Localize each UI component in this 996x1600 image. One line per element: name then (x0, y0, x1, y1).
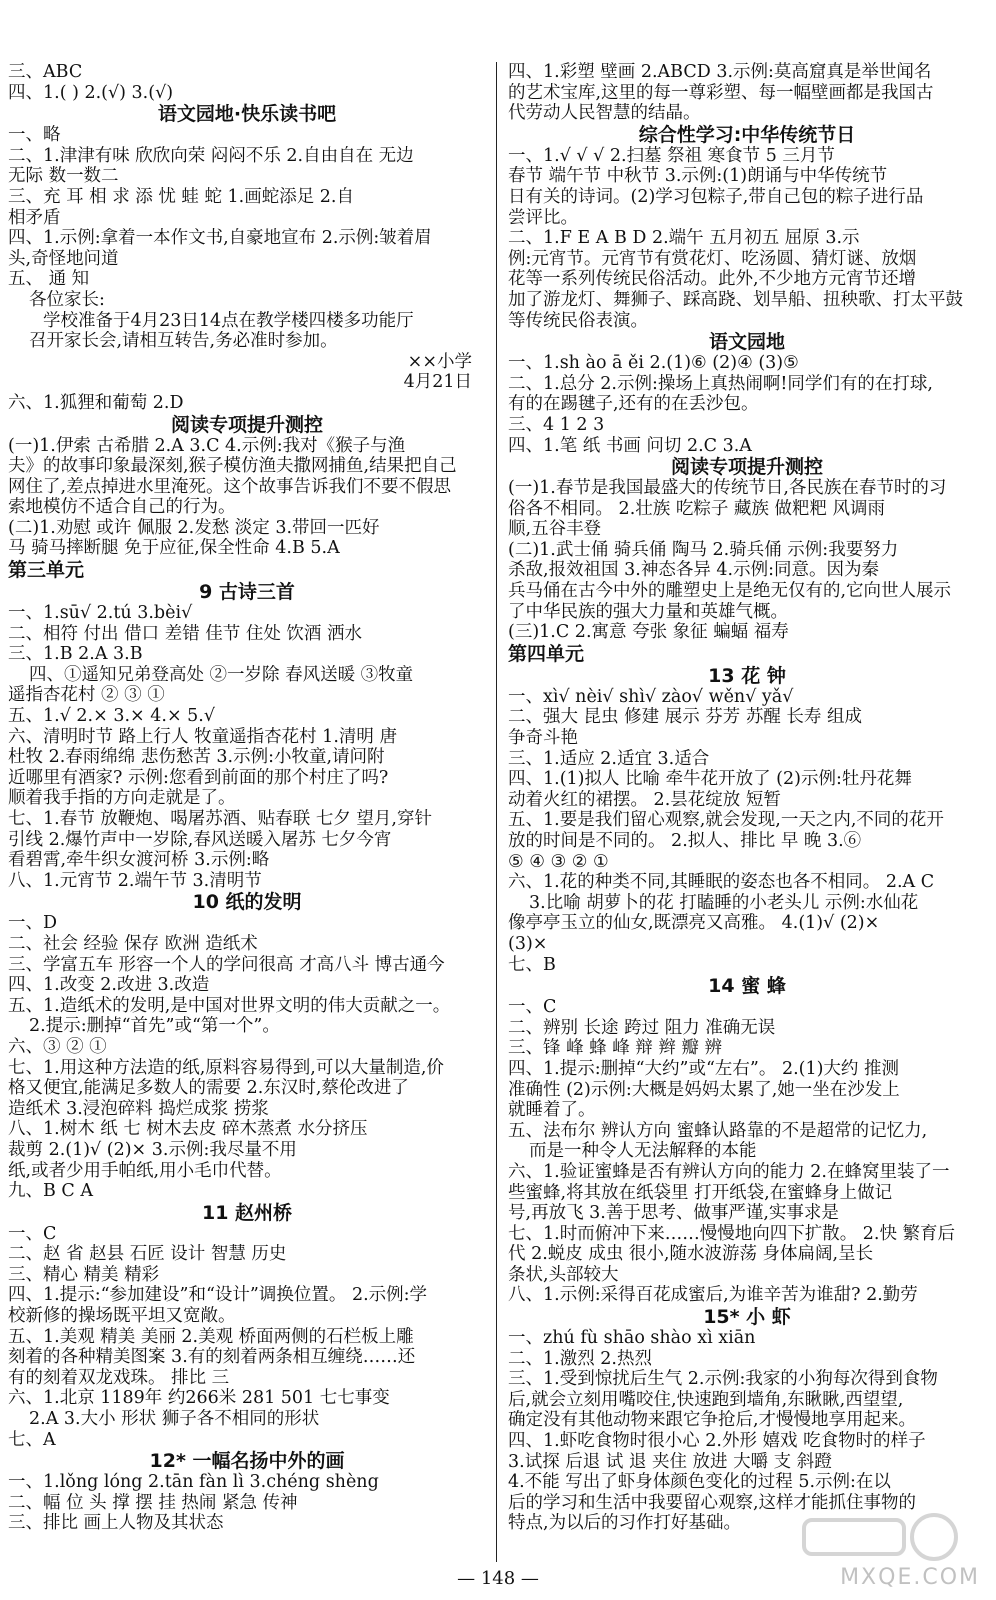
answer-line: 杀敌,报效祖国 3.神态各异 4.示例:同意。因为秦 (508, 560, 879, 581)
answer-line: 各位家长: (29, 289, 105, 310)
answer-line: 三、锋 峰 蜂 峰 辩 辫 瓣 辨 (508, 1038, 722, 1059)
answer-line: 一、C (508, 997, 557, 1018)
answer-line: 召开家长会,请相互转告,务必准时参加。 (29, 331, 338, 352)
answer-line: 一、C (8, 1223, 57, 1244)
answer-line: 特点,为以后的习作打好基础。 (508, 1513, 742, 1534)
answer-line: 学校准备于4月23日14点在教学楼四楼多功能厅 (43, 310, 414, 331)
answer-line: 七、1.时而俯冲下来……慢慢地向四下扩散。 2.快 繁育后 (508, 1223, 956, 1244)
answer-line: 二、1.津津有味 欣欣向荣 闷闷不乐 2.自由自在 无边 (8, 145, 414, 166)
answer-line: 七、B (508, 954, 556, 975)
answer-line: 刻着的各种精美图案 3.有的刻着两条相互缠绕……还 (8, 1347, 416, 1368)
answer-line: 遥指杏花村 ② ③ ① (8, 685, 165, 706)
answer-line: 2.提示:删掉“首先”或“第一个”。 (29, 1016, 280, 1037)
answer-line: 日有关的诗词。(2)学习包粽子,带自己包的粽子进行品 (508, 186, 924, 207)
answer-line: 确定没有其他动物来跟它争抢后,才慢慢地享用起来。 (508, 1410, 917, 1431)
answer-line: (二)1.劝慰 或许 佩服 2.发愁 淡定 3.带回一匹好 (8, 517, 380, 538)
answer-line: 4月21日 (403, 372, 472, 393)
answer-line: 二、相符 付出 借口 差错 佳节 住处 饮酒 洒水 (8, 623, 362, 644)
watermark-text: MXQE.COM (840, 1565, 980, 1590)
answer-line: 俗各不相同。 2.壮族 吃粽子 藏族 做粑粑 风调雨 (508, 498, 886, 519)
answer-line: 校新修的操场既平坦又宽敞。 (8, 1306, 236, 1327)
answer-line: ××小学 (407, 351, 472, 372)
answer-line: 四、1.虾吃食物时很小心 2.外形 嬉戏 吃食物时的样子 (508, 1431, 926, 1452)
answer-line: 4.不能 写出了虾身体颜色变化的过程 5.示例:在以 (508, 1472, 891, 1493)
answer-line: 格又便宜,能满足多数人的需要 2.东汉时,蔡伦改进了 (8, 1078, 409, 1099)
answer-line: 一、1.√ √ √ 2.扫墓 祭祖 寒食节 5 三月节 (508, 145, 835, 166)
answer-line: 三、排比 画上人物及其状态 (8, 1513, 224, 1534)
answer-line: 一、1.sh ào ā ěi 2.(1)⑥ (2)④ (3)⑤ (508, 353, 799, 374)
answer-line: 六、1.验证蜜蜂是否有辨认方向的能力 2.在蜂窝里装了一 (508, 1161, 950, 1182)
answer-line: 造纸术 3.浸泡碎料 捣烂成浆 捞浆 (8, 1098, 269, 1119)
section-title: 11 赵州桥 (201, 1201, 293, 1224)
section-title: 阅读专项提升测控 (670, 456, 823, 479)
answer-line: 六、1.花的种类不同,其睡眠的姿态也各不相同。 2.A C (508, 872, 935, 893)
answer-line: ⑤ ④ ③ ② ① (508, 851, 609, 872)
answer-line: 索地模仿不适合自己的行为。 (8, 497, 236, 518)
answer-line: 四、1.改变 2.改进 3.改造 (8, 975, 210, 996)
answer-line: 四、1.提示:“参加建设”和“设计”调换位置。 2.示例:学 (8, 1285, 428, 1306)
answer-line: 裁剪 2.(1)√ (2)× 3.示例:我尽量不用 (8, 1139, 297, 1160)
answer-line: 尝评比。 (508, 207, 578, 228)
answer-line: 三、1.受到惊扰后生气 2.示例:我家的小狗每次得到食物 (508, 1369, 938, 1390)
section-title: 语文园地 (708, 331, 785, 354)
answer-line: 六、清明时节 路上行人 牧童遥指杏花村 1.清明 唐 (8, 726, 397, 747)
answer-line: 代劳动人民智慧的结晶。 (508, 103, 701, 124)
answer-line: 三、学富五车 形容一个人的学问很高 才高八斗 博古通今 (8, 954, 445, 975)
answer-line: 四、1.彩塑 壁画 2.ABCD 3.示例:莫高窟真是举世闻名 (508, 62, 932, 82)
answer-line: 三、4 1 2 3 (508, 414, 605, 435)
answer-line: 九、B C A (8, 1181, 94, 1202)
answer-line: 近哪里有酒家? 示例:您看到前面的那个村庄了吗? (8, 767, 389, 788)
answer-line: 七、1.用这种方法造的纸,原料容易得到,可以大量制造,价 (8, 1057, 444, 1078)
column-divider (496, 62, 497, 1562)
answer-line: 五、1.美观 精美 美丽 2.美观 桥面两侧的石栏板上雕 (8, 1326, 414, 1347)
section-title: 12* 一幅名扬中外的画 (149, 1450, 345, 1473)
answer-line: 纸,或者少用手帕纸,用小毛巾代替。 (8, 1160, 282, 1181)
answer-line: 放的时间是不同的。 2.拟人、排比 早 晚 3.⑥ (508, 831, 862, 851)
answer-line: (一)1.伊索 古希腊 2.A 3.C 4.示例:我对《猴子与渔 (8, 435, 406, 456)
answer-line: 3.比喻 胡萝卜的花 打瞌睡的小老头儿 示例:水仙花 (529, 892, 919, 913)
answer-line: 五、1.√ 2.× 3.× 4.× 5.√ (8, 706, 216, 727)
answer-line: 有的在踢毽子,还有的在丢沙包。 (508, 394, 759, 415)
answer-line: 二、辨别 长途 跨过 阻力 准确无误 (508, 1017, 776, 1038)
answer-line: 一、1.sū√ 2.tú 3.bèi√ (8, 603, 193, 624)
answer-line: 例:元宵节。元宵节有赏花灯、吃汤圆、猜灯谜、放烟 (508, 248, 917, 269)
answer-line: 引线 2.爆竹声中一岁除,春风送暖入屠苏 七夕今宵 (8, 829, 392, 850)
answer-line: 二、社会 经验 保存 欧洲 造纸术 (8, 933, 258, 954)
right-column (508, 62, 986, 1534)
unit-heading: 第三单元 (8, 559, 85, 582)
answer-line: 五、1.要是我们留心观察,就会发现,一天之内,不同的花开 (508, 810, 944, 831)
section-title: 10 纸的发明 (192, 891, 302, 914)
answer-line: 兵马俑在古今中外的雕塑史上是绝无仅有的,它向世人展示 (508, 581, 952, 602)
answer-line: 四、1.( ) 2.(√) 3.(√) (8, 82, 174, 103)
answer-line: 顺着我手指的方向走就是了。 (8, 788, 236, 809)
answer-line: 马 骑马摔断腿 免于应征,保全性命 4.B 5.A (8, 538, 340, 559)
answer-line: 四、1.示例:拿着一本作文书,自豪地宣布 2.示例:皱着眉 (8, 228, 432, 249)
section-title: 15* 小 虾 (703, 1306, 791, 1329)
answer-line: 夫》的故事印象最深刻,猴子模仿渔夫撒网捕鱼,结果把自己 (8, 456, 457, 477)
answer-line: 顺,五谷丰登 (508, 519, 602, 540)
answer-line: 五、 通 知 (8, 269, 90, 290)
answer-line: 花等一系列传统民俗活动。此外,不少地方元宵节还增 (508, 269, 917, 290)
answer-line: 一、zhú fù shāo shào xì xiān (508, 1328, 756, 1349)
answer-line: 后的学习和生活中我要留心观察,这样才能抓住事物的 (508, 1492, 917, 1513)
answer-line: 六、1.狐狸和葡萄 2.D (8, 392, 184, 413)
answer-line: 些蜜蜂,将其放在纸袋里 打开纸袋,在蜜蜂身上做记 (508, 1182, 893, 1203)
left-column (8, 62, 486, 1534)
answer-line: 有的刻着双龙戏珠。 排比 三 (8, 1367, 230, 1388)
answer-line: (一)1.春节是我国最盛大的传统节日,各民族在春节时的习 (508, 478, 947, 499)
answer-line: 后,就会立刻用嘴咬住,快速跑到墙角,东瞅瞅,西望望, (508, 1389, 904, 1410)
answer-line: 二、1.激烈 2.热烈 (508, 1348, 652, 1369)
answer-line: 五、法布尔 辨认方向 蜜蜂认路靠的不是超常的记忆力, (508, 1120, 928, 1141)
answer-line: 八、1.树木 纸 七 树木去皮 碎木蒸煮 水分挤压 (8, 1119, 368, 1140)
answer-line: 就睡着了。 (508, 1100, 596, 1121)
answer-line: 准确性 (2)示例:大概是妈妈太累了,她一坐在沙发上 (508, 1079, 900, 1100)
section-title: 13 花 钟 (708, 664, 786, 687)
answer-line: 三、充 耳 相 求 添 忧 蛙 蛇 1.画蛇添足 2.自 (8, 186, 354, 207)
answer-line: 了中华民族的强大力量和英雄气概。 (508, 601, 788, 622)
answer-line: 看碧霄,牵牛织女渡河桥 3.示例:略 (8, 850, 270, 871)
answer-line: 五、1.造纸术的发明,是中国对世界文明的伟大贡献之一。 (8, 995, 451, 1016)
answer-line: 像亭亭玉立的仙女,既漂亮又高雅。 4.(1)√ (2)× (508, 913, 880, 934)
answer-line: 一、1.lǒng lóng 2.tān fàn lì 3.chéng shèng (8, 1472, 379, 1493)
answer-line: (二)1.武士俑 骑兵俑 陶马 2.骑兵俑 示例:我要努力 (508, 539, 899, 560)
answer-line: 二、赵 省 赵县 石匠 设计 智慧 历史 (8, 1244, 287, 1265)
answer-line: 七、A (8, 1429, 56, 1450)
answer-line: 代 2.蜕皮 成虫 很小,随水波游荡 身体扁阔,呈长 (508, 1244, 874, 1265)
answer-line: 四、1.提示:删掉“大约”或“左右”。 2.(1)大约 推测 (508, 1058, 899, 1079)
answer-line: (3)× (508, 933, 548, 954)
answer-line: 六、③ ② ① (8, 1036, 107, 1057)
section-title: 14 蜜 蜂 (708, 975, 786, 998)
answer-line: 而是一种令人无法解释的本能 (529, 1141, 757, 1162)
answer-line: 3.试探 后退 试 退 夹住 放进 大嚼 支 斜蹬 (508, 1451, 832, 1472)
answer-line: 二、幅 位 头 撑 摆 挂 热闹 紧急 传神 (8, 1492, 298, 1513)
answer-line: (三)1.C 2.寓意 夸张 象征 蝙蝠 福寿 (508, 622, 789, 643)
answer-line: 无际 数一数二 (8, 166, 119, 187)
section-title: 阅读专项提升测控 (170, 413, 323, 436)
answer-line: 四、①遥知兄弟登高处 ②一岁除 春风送暖 ③牧童 (29, 664, 414, 685)
answer-line: 春节 端午节 中秋节 3.示例:(1)朗诵与中华传统节 (508, 166, 888, 187)
answer-line: 四、1.(1)拟人 比喻 牵牛花开放了 (2)示例:牡丹花舞 (508, 769, 912, 790)
answer-line: 争奇斗艳 (508, 728, 578, 749)
answer-line: 二、强大 昆虫 修建 展示 芬芳 苏醒 长寿 组成 (508, 707, 862, 728)
answer-line: 头,奇怪地问道 (8, 248, 119, 269)
answer-line: 七、1.春节 放鞭炮、喝屠苏酒、贴春联 七夕 望月,穿针 (8, 809, 432, 829)
answer-line: 2.A 3.大小 形状 狮子各不相同的形状 (29, 1409, 320, 1430)
answer-line: 相矛盾 (8, 207, 61, 228)
answer-line: 等传统民俗表演。 (508, 310, 648, 331)
answer-line: 四、1.笔 纸 书画 问切 2.C 3.A (508, 435, 752, 456)
section-title: 语文园地·快乐读书吧 (157, 103, 337, 126)
answer-line: 杜牧 2.春雨绵绵 悲伤愁苦 3.示例:小牧童,请问附 (8, 747, 385, 768)
answer-line: 网住了,差点掉进水里淹死。这个故事告诉我们不要不假思 (8, 476, 452, 497)
answer-line: 号,再放飞 3.善于思考、做事严谨,实事求是 (508, 1203, 839, 1224)
answer-line: 八、1.元宵节 2.端午节 3.清明节 (8, 870, 262, 891)
answer-line: 一、D (8, 913, 58, 934)
answer-line: 三、1.适应 2.适宜 3.适合 (508, 748, 710, 769)
answer-line: 八、1.示例:采得百花成蜜后,为谁辛苦为谁甜? 2.勤劳 (508, 1285, 918, 1306)
answer-line: 加了游龙灯、舞狮子、踩高跷、划旱船、扭秧歌、打太平鼓 (508, 289, 963, 310)
page-number: — 148 — (457, 1568, 539, 1589)
answer-line: 三、精心 精美 精彩 (8, 1264, 160, 1285)
answer-line: 的艺术宝库,这里的每一尊彩塑、每一幅壁画都是我国古 (508, 82, 934, 103)
answer-line: 一、xì√ nèi√ shì√ zào√ wěn√ yǎ√ (508, 686, 794, 707)
answer-line: 一、略 (8, 125, 61, 146)
section-title: 9 古诗三首 (199, 581, 295, 604)
answer-line: 二、1.总分 2.示例:操场上真热闹啊!同学们有的在打球, (508, 373, 933, 394)
answer-line: 二、1.F E A B D 2.端午 五月初五 屈原 3.示 (508, 228, 860, 249)
section-title: 综合性学习:中华传统节日 (638, 123, 856, 146)
answer-line: 条状,头部较大 (508, 1264, 619, 1285)
answer-line: 动着火红的裙摆。 2.昙花绽放 短暂 (508, 789, 781, 810)
answer-line: 六、1.北京 1189年 约266米 281 501 七七事变 (8, 1388, 390, 1409)
answer-line: 三、ABC (8, 62, 83, 82)
answer-line: 三、1.B 2.A 3.B (8, 644, 143, 665)
unit-heading: 第四单元 (508, 642, 585, 665)
